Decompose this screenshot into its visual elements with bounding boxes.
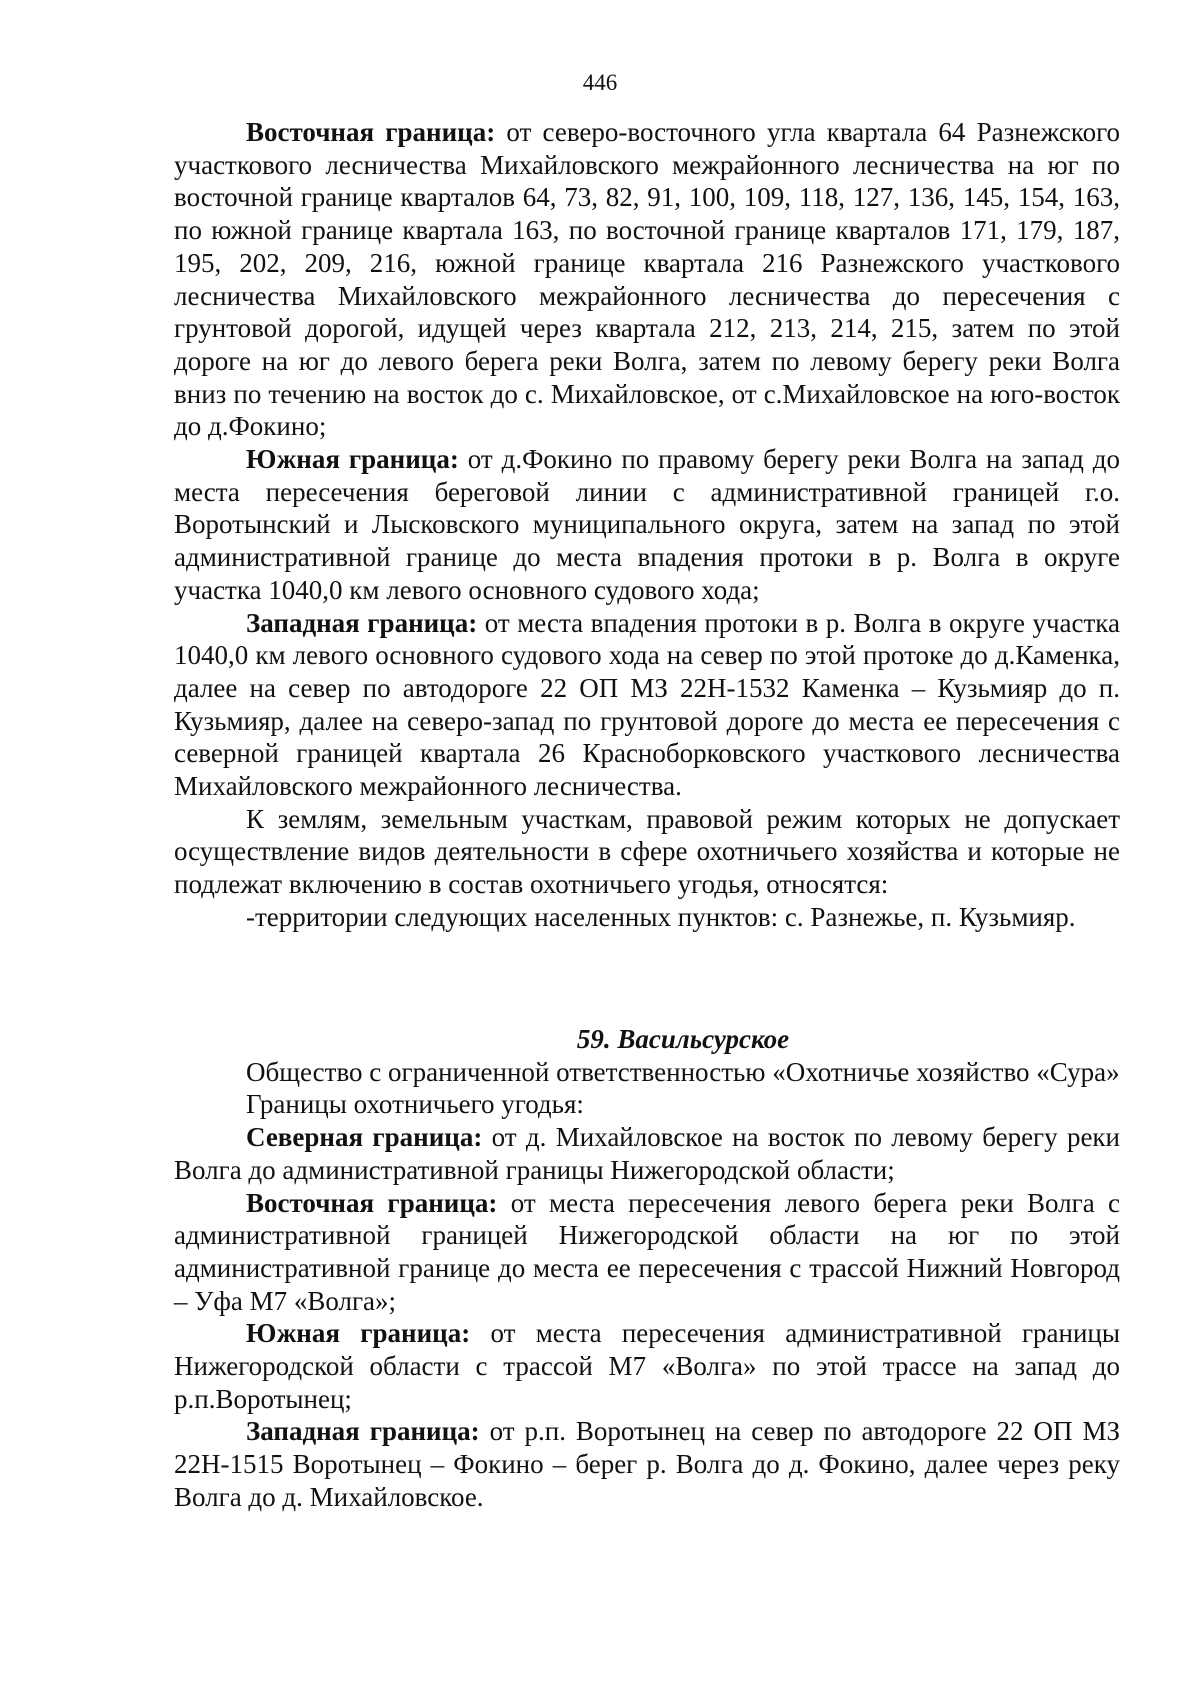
south-border-label: Южная граница: — [246, 1318, 471, 1349]
north-border-text: от д. Михайловское на восток по левому берегу реки Волга до административной границы Нижегородской области; — [174, 1122, 1121, 1185]
west-border-text: от места впадения протоки в р. Волга в округе участка 1040,0 км левого основного судового хода на север по этой протоке до д.Каменка, далее на север по автодороге 22 ОП МЗ 22Н-1532 Каменка – Кузьмияр до п. Кузьмияр, далее на северо-запад по грунтовой дороге до места ее пересечения с северной границей квартала 26 Красноборковского участкового лесничества Михайловского межрайонного лесничества. — [174, 607, 1120, 802]
east-border-text: от места пересечения левого берега реки Волга с административной границей Нижегородской области на юг по этой административной границе до места ее пересечения с трассой Нижний Новгород – Уфа М7 «Волга»; — [174, 1187, 1120, 1316]
north-border-label: Северная граница: — [246, 1122, 483, 1153]
west-border-paragraph — [174, 1415, 1120, 1513]
section-title: 59. Васильсурское — [576, 1024, 790, 1054]
south-border-label: Южная граница: — [246, 444, 459, 475]
west-border-text: от р.п. Воротынец на север по автодороге 22 ОП МЗ 22Н-1515 Воротынец – Фокино – берег р. Волга до д. Фокино, далее через реку Волга до д. Михайловское. — [174, 1416, 1120, 1512]
west-border-paragraph — [174, 607, 1120, 803]
boundaries-section-continued — [174, 116, 1120, 934]
east-border-label: Восточная граница: — [246, 1187, 498, 1218]
east-border-paragraph — [174, 1187, 1120, 1318]
territories-paragraph: -территории следующих населенных пунктов: с. Разнежье, п. Кузьмияр. — [246, 901, 1076, 932]
south-border-text: от д.Фокино по правому берегу реки Волга на запад до места пересечения береговой линии с административной границей г.о. Воротынский и Лысковского муниципального округа, затем на запад по этой административной границе до места впадения протоки в р. Волга в округе участка 1040,0 км левого основного судового хода; — [174, 444, 1120, 605]
vasilsurskoe-section — [174, 1023, 1120, 1514]
west-border-label: Западная граница: — [246, 1416, 480, 1447]
lands-note-paragraph: К землям, земельным участкам, правовой режим которых не допускает осуществление видов деятельности в сфере охотничьего хозяйства и которые не подлежат включению в состав охотничьего угодья, относятся: — [174, 803, 1120, 900]
east-border-text: от северо-восточного угла квартала 64 Разнежского участкового лесничества Михайловского межрайонного лесничества на юг по восточной границе кварталов 64, 73, 82, 91, 100, 109, 118, 127, 136, 145, 154, 163, по южной границе квартала 163, по восточной границе кварталов 171, 179, 187, 195, 202, 209, 216, южной границе квартала 216 Разнежского участкового лесничества Михайловского межрайонного лесничества до пересечения с грунтовой дорогой, идущей через квартала 212, 213, 214, 215, затем по этой дороге на юг до левого берега реки Волга, затем по левому берегу реки Волга вниз по течению на восток до с. Михайловское, от с.Михайловское на юго-восток до д.Фокино; — [174, 117, 1120, 442]
south-border-paragraph — [174, 443, 1120, 607]
south-border-text: от места пересечения административной границы Нижегородской области с трассой М7 «Волга» по этой трассе на запад до р.п.Воротынец; — [174, 1318, 1120, 1414]
east-border-paragraph — [174, 116, 1120, 443]
borders-heading: Границы охотничьего угодья: — [246, 1089, 584, 1120]
west-border-label: Западная граница: — [246, 607, 478, 638]
south-border-paragraph — [174, 1317, 1120, 1415]
north-border-paragraph — [174, 1121, 1120, 1186]
east-border-label: Восточная граница: — [246, 117, 496, 147]
page-number: 446 — [582, 70, 618, 95]
organization-paragraph: Общество с ограниченной ответственностью «Охотничье хозяйство «Сура» — [246, 1056, 1120, 1087]
